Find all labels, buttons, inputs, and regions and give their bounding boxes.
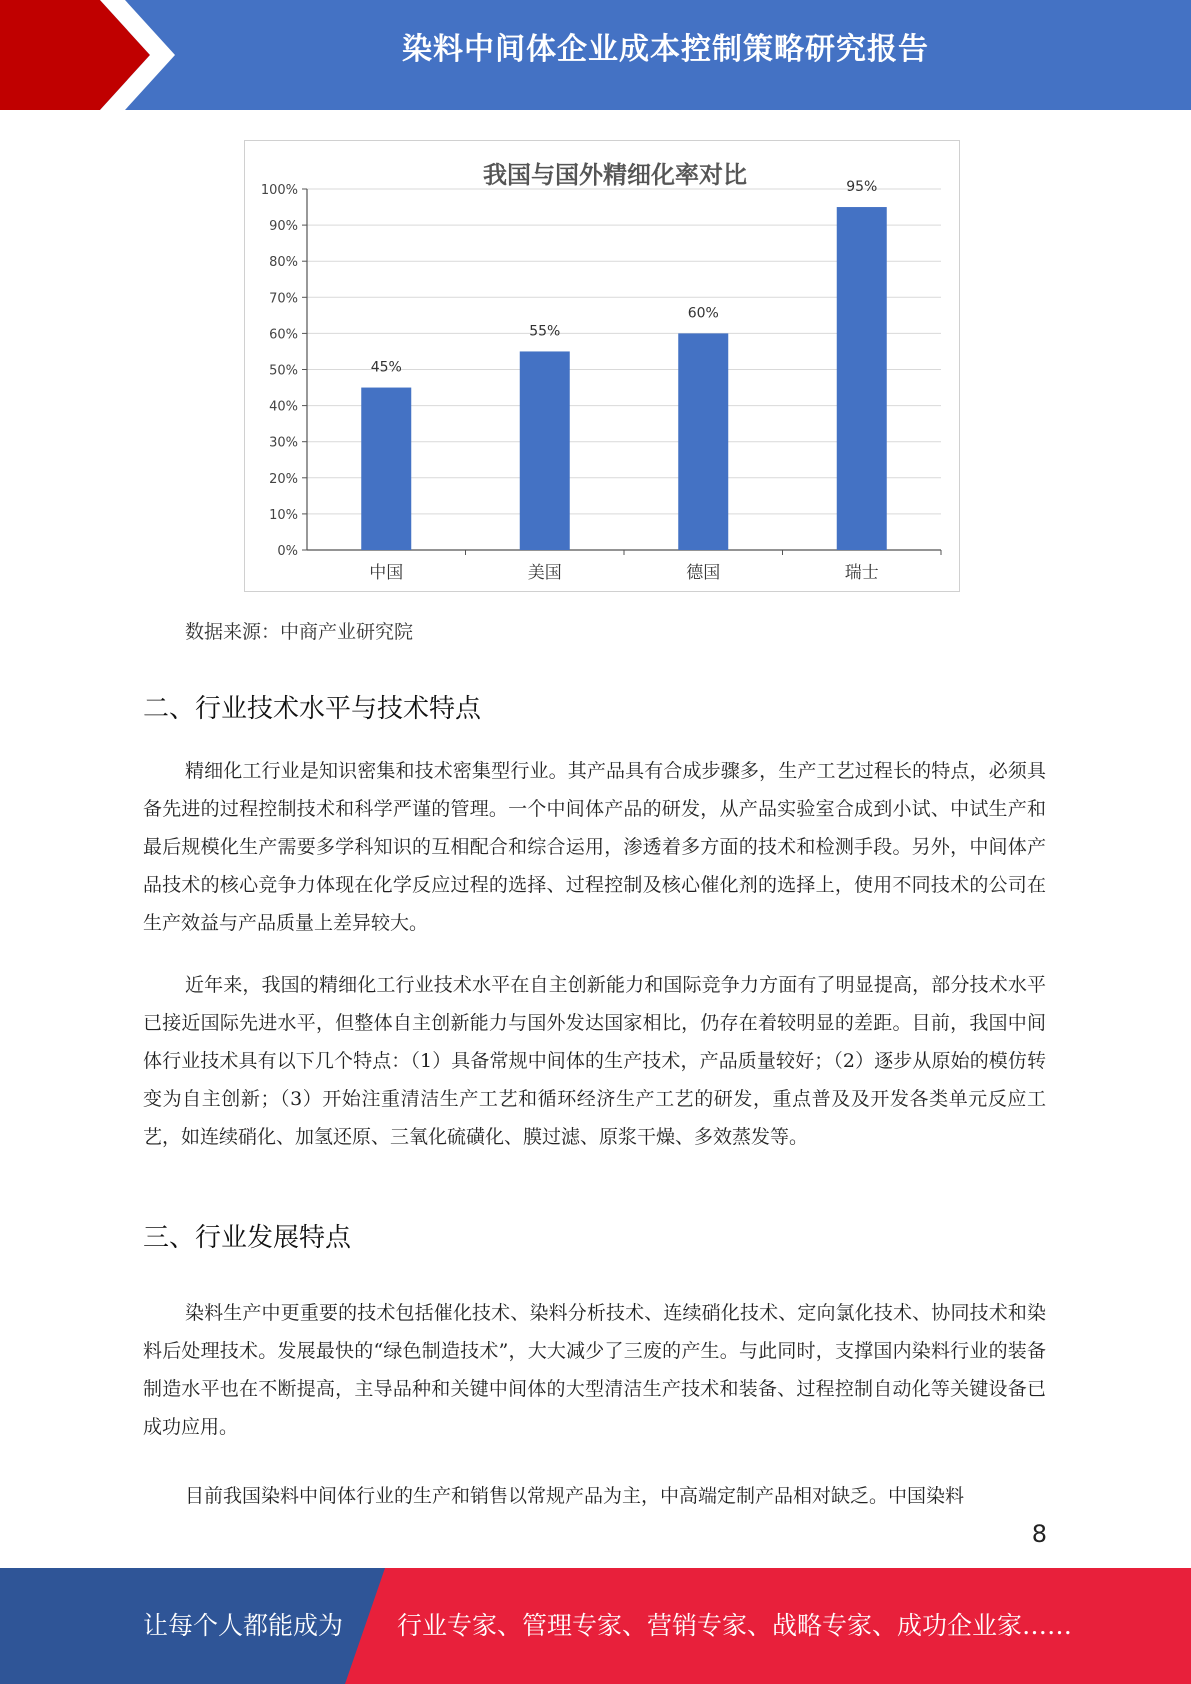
bar-4	[837, 207, 887, 550]
y-tick-label: 60%	[269, 327, 298, 343]
footer-slogan-left: 让每个人都能成为	[143, 1611, 344, 1640]
y-tick-label: 70%	[269, 291, 298, 307]
chart-canvas	[245, 141, 959, 591]
y-tick-label: 80%	[269, 255, 298, 271]
y-tick-label: 50%	[269, 363, 298, 379]
footer-slogan-right: 行业专家、管理专家、营销专家、战略专家、成功企业家……	[397, 1611, 1073, 1640]
y-tick-label: 20%	[269, 471, 298, 487]
data-label: 60%	[687, 305, 719, 322]
x-tick-label: 瑞士	[844, 563, 879, 583]
chart-title: 我国与国外精细化率对比	[483, 161, 747, 189]
page-footer	[0, 1568, 1191, 1684]
section-3-paragraph-1: 染料生产中更重要的技术包括催化技术、染料分析技术、连续硝化技术、定向氯化技术、协同技术和染料后处理技术。发展最快的“绿色制造技术”，大大减少了三废的产生。与此同时，支撑国内染料行业的装备制造水平也在不断提高，主导品种和关键中间体的大型清洁生产技术和装备、过程控制自动化等关键设备已成功应用。	[143, 1302, 1046, 1438]
bar-3	[678, 333, 728, 550]
report-title: 染料中间体企业成本控制策略研究报告	[402, 32, 929, 67]
data-label: 45%	[370, 359, 402, 376]
bar-1	[361, 388, 411, 550]
section-heading-3: 三、行业发展特点	[143, 1223, 352, 1253]
bar-2	[520, 351, 570, 550]
y-tick-label: 0%	[277, 544, 298, 559]
y-tick-label: 90%	[269, 219, 298, 235]
page-number: 8	[1031, 1520, 1047, 1548]
x-tick-label: 中国	[369, 563, 404, 583]
y-tick-label: 100%	[260, 183, 298, 198]
data-label: 95%	[846, 179, 878, 196]
y-tick-label: 40%	[269, 399, 298, 415]
x-tick-label: 德国	[686, 563, 721, 583]
y-tick-label: 10%	[269, 507, 298, 523]
section-2-paragraph-2: 近年来，我国的精细化工行业技术水平在自主创新能力和国际竞争力方面有了明显提高，部分技术水平已接近国际先进水平，但整体自主创新能力与国外发达国家相比，仍存在着较明显的差距。目前，我国中间体行业技术具有以下几个特点：（1）具备常规中间体的生产技术，产品质量较好；（2）逐步从原始的模仿转变为自主创新；（3）开始注重清洁生产工艺和循环经济生产工艺的研发，重点普及及开发各类单元反应工艺，如连续硝化、加氢还原、三氧化硫磺化、膜过滤、原浆干燥、多效蒸发等。	[143, 974, 1046, 1148]
x-tick-label: 美国	[527, 563, 562, 583]
data-source: 数据来源：中商产业研究院	[185, 621, 414, 643]
bar-chart	[244, 140, 960, 592]
page-header	[0, 0, 1191, 110]
section-2-paragraph-1: 精细化工行业是知识密集和技术密集型行业。其产品具有合成步骤多，生产工艺过程长的特点，必须具备先进的过程控制技术和科学严谨的管理。一个中间体产品的研发，从产品实验室合成到小试、中试生产和最后规模化生产需要多学科知识的互相配合和综合运用，渗透着多方面的技术和检测手段。另外，中间体产品技术的核心竞争力体现在化学反应过程的选择、过程控制及核心催化剂的选择上，使用不同技术的公司在生产效益与产品质量上差异较大。	[143, 760, 1046, 934]
data-label: 55%	[529, 323, 561, 340]
section-3-paragraph-2: 目前我国染料中间体行业的生产和销售以常规产品为主，中高端定制产品相对缺乏。中国染料	[185, 1485, 965, 1507]
section-heading-2: 二、行业技术水平与技术特点	[143, 694, 482, 724]
y-tick-label: 30%	[269, 435, 298, 451]
